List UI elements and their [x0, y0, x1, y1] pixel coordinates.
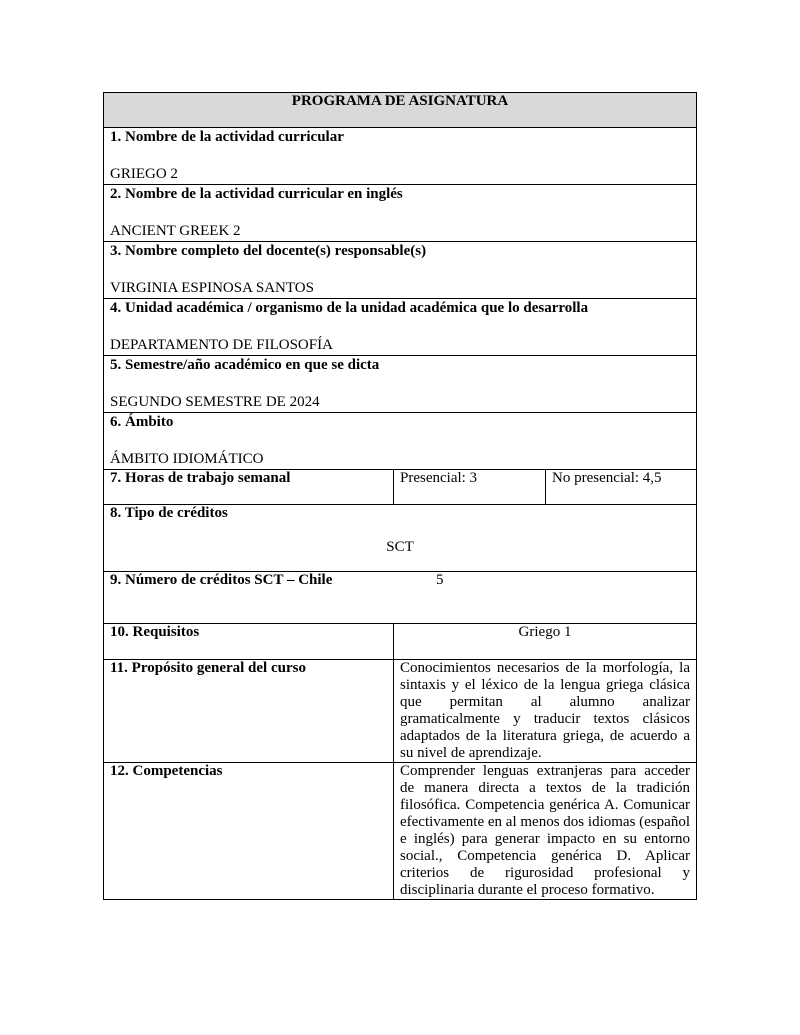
- row-ambito: [104, 413, 697, 470]
- page-title: PROGRAMA DE ASIGNATURA: [104, 93, 697, 128]
- competencias-label: 12. Competencias: [110, 763, 223, 779]
- row-unidad: [104, 299, 697, 356]
- header-row: [104, 93, 697, 128]
- nombre-value: GRIEGO 2: [110, 166, 178, 182]
- requisitos-label: 10. Requisitos: [110, 624, 200, 640]
- row-docente: [104, 242, 697, 299]
- row-semestre: [104, 356, 697, 413]
- row-numero-creditos: [104, 572, 697, 624]
- row-nombre-ingles: [104, 185, 697, 242]
- horas-label: 7. Horas de trabajo semanal: [110, 470, 291, 486]
- semestre-label: 5. Semestre/año académico en que se dicta: [110, 357, 380, 373]
- row-requisitos: [104, 624, 697, 660]
- row-nombre: [104, 128, 697, 185]
- proposito-value: Conocimientos necesarios de la morfología, la sintaxis y el léxico de la lengua griega clásica que permitan al alumno analizar gramaticalmente y traducir textos clásicos adaptados de la literatura griega, de acuerdo a su nivel de aprendizaje.: [394, 660, 697, 763]
- ambito-label: 6. Ámbito: [110, 414, 174, 430]
- row-proposito: [104, 660, 697, 763]
- horas-presencial: Presencial: 3: [394, 470, 546, 505]
- numero-creditos-label: 9. Número de créditos SCT – Chile: [110, 572, 333, 588]
- requisitos-value: Griego 1: [394, 624, 697, 660]
- row-horas: [104, 470, 697, 505]
- proposito-label: 11. Propósito general del curso: [110, 660, 306, 676]
- horas-no-presencial: No presencial: 4,5: [546, 470, 697, 505]
- numero-creditos-value: 5: [436, 572, 444, 588]
- unidad-label: 4. Unidad académica / organismo de la unidad académica que lo desarrolla: [110, 300, 589, 316]
- row-tipo-creditos: [104, 505, 697, 572]
- ambito-value: ÁMBITO IDIOMÁTICO: [110, 451, 264, 467]
- competencias-value: Comprender lenguas extranjeras para acceder de manera directa a textos de la tradición filosófica. Competencia genérica A. Comunicar efectivamente en al menos dos idiomas (español e inglés) para generar impacto en su entorno social., Competencia genérica D. Aplicar criterios de rigurosidad profesional y disciplinaria durante el proceso formativo.: [394, 763, 697, 900]
- program-table: [103, 92, 697, 900]
- tipo-creditos-value: SCT: [386, 539, 414, 555]
- nombre-label: 1. Nombre de la actividad curricular: [110, 129, 344, 145]
- semestre-value: SEGUNDO SEMESTRE DE 2024: [110, 394, 320, 410]
- nombre-ingles-label: 2. Nombre de la actividad curricular en inglés: [110, 186, 403, 202]
- unidad-value: DEPARTAMENTO DE FILOSOFÍA: [110, 337, 333, 353]
- tipo-creditos-label: 8. Tipo de créditos: [110, 505, 228, 521]
- docente-label: 3. Nombre completo del docente(s) responsable(s): [110, 243, 427, 259]
- row-competencias: [104, 763, 697, 900]
- docente-value: VIRGINIA ESPINOSA SANTOS: [110, 280, 314, 296]
- nombre-ingles-value: ANCIENT GREEK 2: [110, 223, 241, 239]
